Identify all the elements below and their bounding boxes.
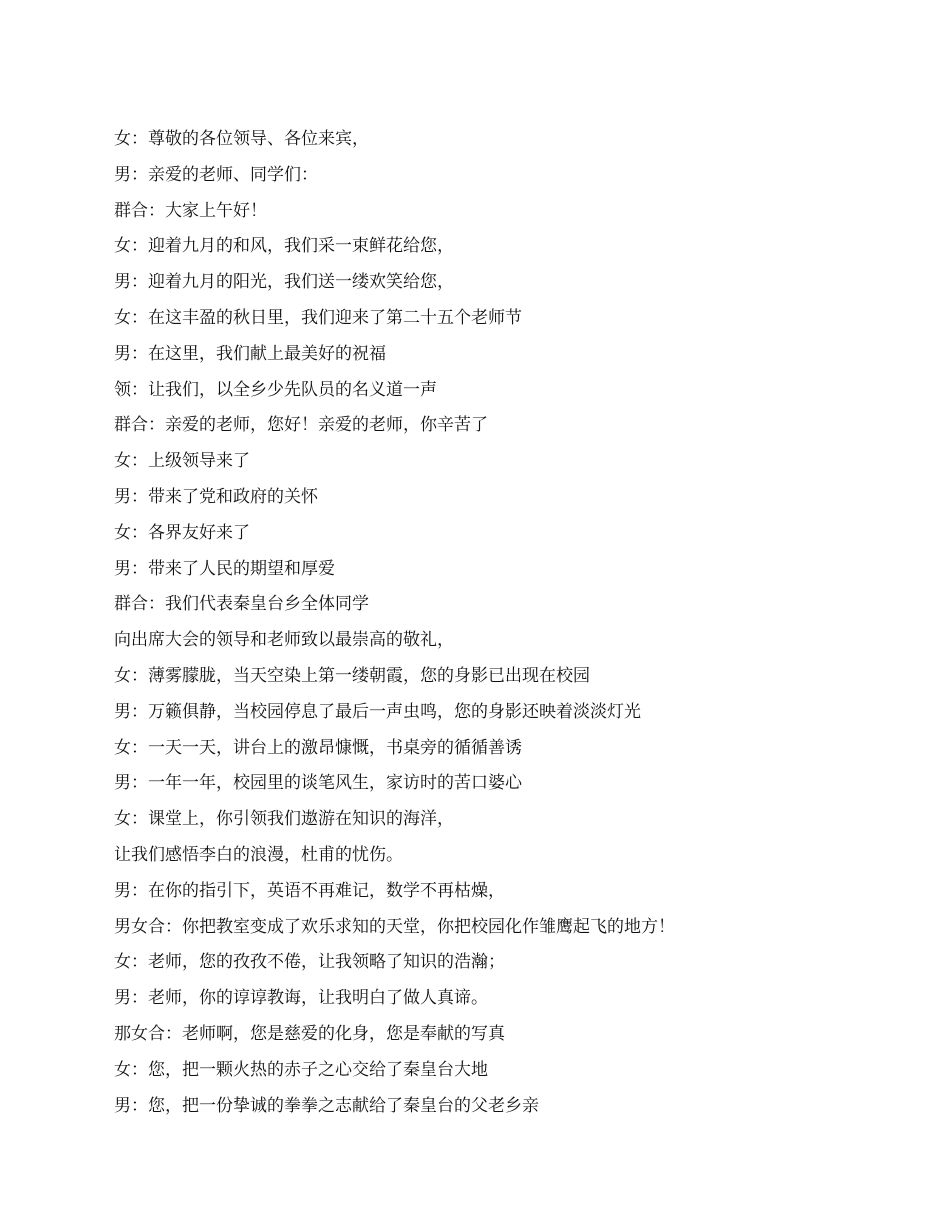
script-line: 女：课堂上，你引领我们遨游在知识的海洋， [114, 809, 454, 830]
script-line: 男：亲爱的老师、同学们： [114, 164, 318, 185]
script-line: 群合：我们代表秦皇台乡全体同学 [114, 594, 369, 615]
script-line: 女：迎着九月的和风，我们采一束鲜花给您， [114, 236, 454, 257]
script-line: 女：尊敬的各位领导、各位来宾， [114, 129, 369, 149]
script-line: 女：上级领导来了 [114, 451, 250, 472]
script-line: 男：带来了党和政府的关怀 [114, 486, 318, 507]
script-line: 男：老师，你的谆谆教诲，让我明白了做人真谛。 [114, 988, 488, 1009]
script-line: 女：一天一天，讲台上的激昂慷慨，书桌旁的循循善诱 [114, 737, 522, 758]
script-line: 男：您，把一份挚诚的拳拳之志献给了秦皇台的父老乡亲 [114, 1095, 539, 1116]
script-line: 群合：大家上午好！ [114, 200, 267, 221]
script-line: 向出席大会的领导和老师致以最崇高的敬礼， [114, 630, 454, 651]
script-line: 群合：亲爱的老师，您好！亲爱的老师，你辛苦了 [114, 415, 488, 436]
script-line: 男：万籁俱静，当校园停息了最后一声虫鸣，您的身影还映着淡淡灯光 [114, 701, 641, 722]
script-line: 领：让我们，以全乡少先队员的名义道一声 [114, 379, 437, 400]
script-line: 让我们感悟李白的浪漫，杜甫的忧伤。 [114, 844, 403, 865]
script-lines [114, 122, 914, 1124]
script-line: 那女合：老师啊，您是慈爱的化身，您是奉献的写真 [114, 1023, 505, 1044]
script-line: 女：各界友好来了 [114, 522, 250, 543]
script-line: 男：一年一年，校园里的谈笔风生，家访时的苦口婆心 [114, 773, 522, 794]
script-line: 男：迎着九月的阳光，我们送一缕欢笑给您， [114, 272, 454, 293]
script-line: 女：在这丰盈的秋日里，我们迎来了第二十五个老师节 [114, 307, 522, 328]
script-line: 女：您，把一颗火热的赤子之心交给了秦皇台大地 [114, 1059, 488, 1080]
script-line: 女：薄雾朦胧，当天空染上第一缕朝霞，您的身影已出现在校园 [114, 665, 590, 686]
script-line: 女：老师，您的孜孜不倦，让我领略了知识的浩瀚； [114, 952, 505, 973]
script-line: 男：在这里，我们献上最美好的祝福 [114, 343, 386, 364]
script-line: 男：带来了人民的期望和厚爱 [114, 558, 335, 579]
script-line: 男女合：你把教室变成了欢乐求知的天堂，你把校园化作雏鹰起飞的地方！ [114, 916, 675, 937]
script-line: 男：在你的指引下，英语不再难记，数学不再枯燥， [114, 880, 505, 901]
